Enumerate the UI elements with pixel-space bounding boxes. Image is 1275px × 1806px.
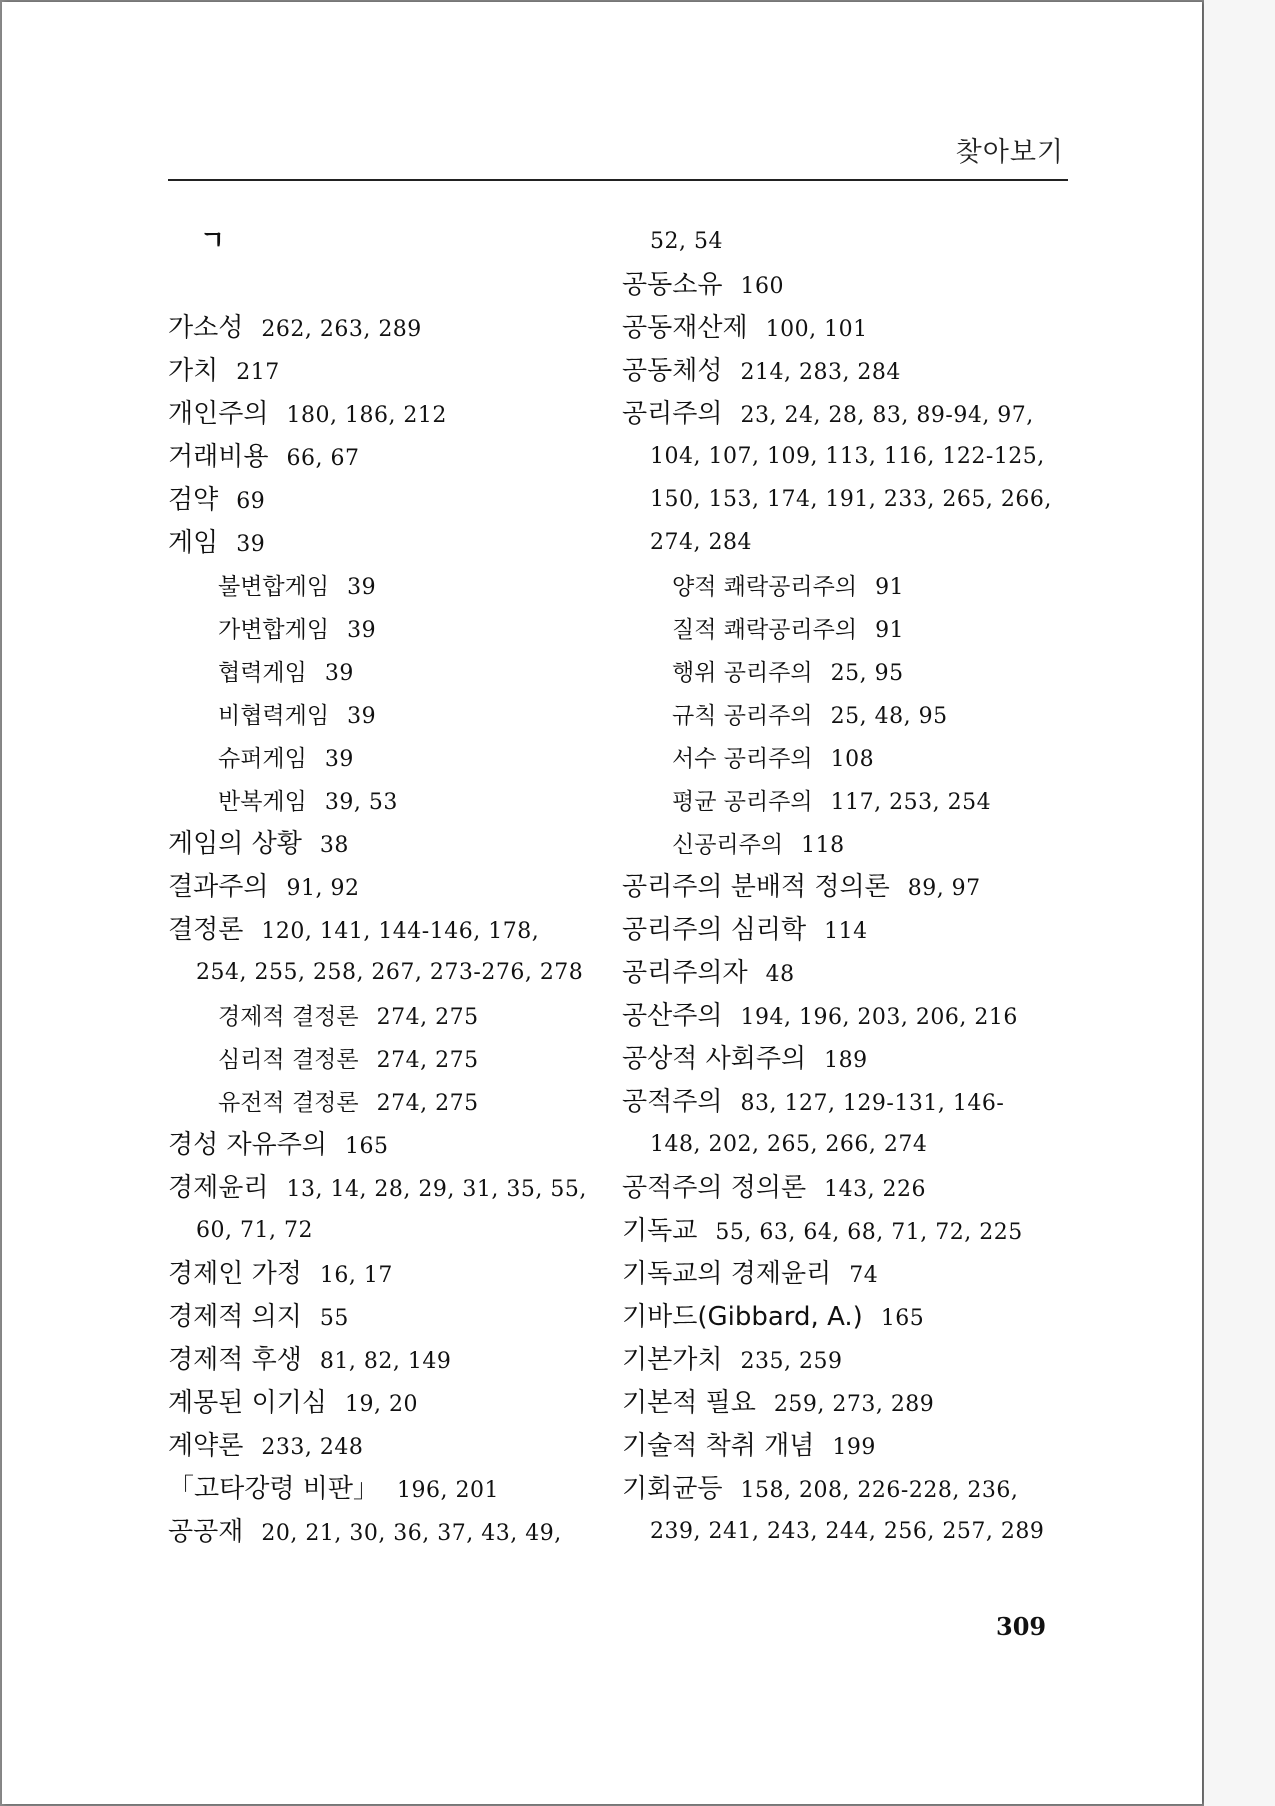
index-term: 경제인 가정 [168, 1259, 302, 1289]
index-entry [622, 349, 1072, 392]
index-term: 서수 공리주의 [672, 746, 813, 772]
index-pages: 233, 248 [261, 1435, 364, 1460]
index-term: 경제윤리 [168, 1173, 269, 1203]
index-term: 기술적 착취 개념 [622, 1431, 815, 1461]
index-term: 공공재 [168, 1517, 244, 1547]
index-entry [622, 865, 1072, 908]
index-subentry [622, 650, 1072, 693]
index-pages: 25, 48, 95 [830, 704, 948, 729]
index-term: 유전적 결정론 [218, 1090, 359, 1116]
index-term: 결과주의 [168, 872, 269, 902]
index-entry [622, 1080, 1072, 1123]
index-term: 공동소유 [622, 270, 723, 300]
index-pages: 274, 275 [376, 1048, 479, 1073]
index-pages: 120, 141, 144-146, 178, [261, 919, 540, 944]
index-entry [168, 521, 618, 564]
index-entry-continuation: 274, 284 [650, 530, 752, 555]
index-pages: 165 [344, 1134, 389, 1159]
index-pages: 274, 275 [376, 1005, 479, 1030]
index-term: 협력게임 [218, 660, 307, 686]
index-term: 공동체성 [622, 356, 723, 386]
index-pages: 235, 259 [740, 1349, 843, 1374]
index-entry-continuation: 239, 241, 243, 244, 256, 257, 289 [650, 1519, 1045, 1544]
index-entry [168, 392, 618, 435]
index-term: 심리적 결정론 [218, 1047, 359, 1073]
index-pages: 118 [801, 833, 845, 858]
index-entry [168, 435, 618, 478]
index-subentry [622, 693, 1072, 736]
index-pages: 217 [236, 360, 280, 385]
index-entry-continuation: 52, 54 [650, 229, 723, 254]
index-entry-continuation: 60, 71, 72 [196, 1218, 313, 1243]
index-term: 공리주의 [622, 399, 723, 429]
index-pages: 39, 53 [324, 790, 398, 815]
index-pages: 91, 92 [286, 876, 360, 901]
index-entry [168, 1424, 618, 1467]
index-pages: 39 [347, 704, 377, 729]
index-term: 불변합게임 [218, 574, 330, 600]
index-entry [622, 1338, 1072, 1381]
index-entry [622, 263, 1072, 306]
index-column-right [622, 220, 1072, 1553]
index-pages: 158, 208, 226-228, 236, [740, 1478, 1019, 1503]
index-pages: 274, 275 [376, 1091, 479, 1116]
index-term: 공상적 사회주의 [622, 1044, 807, 1074]
index-pages: 66, 67 [286, 446, 360, 471]
index-term: 기본적 필요 [622, 1388, 756, 1418]
index-term: 경제적 의지 [168, 1302, 302, 1332]
index-term: 게임의 상황 [168, 829, 302, 859]
index-entry-continuation: 148, 202, 265, 266, 274 [650, 1132, 928, 1157]
index-entry [168, 349, 618, 392]
index-subentry [168, 1037, 618, 1080]
index-entry [622, 1381, 1072, 1424]
index-subentry [622, 822, 1072, 865]
index-term: 경제적 결정론 [218, 1004, 359, 1030]
index-pages: 39 [347, 575, 377, 600]
index-pages: 91 [875, 618, 905, 643]
index-term: 비협력게임 [218, 703, 330, 729]
index-term: 경제적 후생 [168, 1345, 302, 1375]
viewer-background [1204, 0, 1275, 1806]
index-term: 기독교의 경제윤리 [622, 1259, 832, 1289]
index-pages: 214, 283, 284 [740, 360, 901, 385]
index-subentry [168, 736, 618, 779]
index-term: 가변합게임 [218, 617, 330, 643]
index-pages: 83, 127, 129-131, 146- [740, 1091, 1005, 1116]
running-header-title: 찾아보기 [955, 137, 1064, 168]
index-pages: 13, 14, 28, 29, 31, 35, 55, [286, 1177, 587, 1202]
header-rule [168, 179, 1068, 181]
index-term: 공리주의 심리학 [622, 915, 807, 945]
index-pages: 91 [875, 575, 905, 600]
index-pages: 180, 186, 212 [286, 403, 447, 428]
index-pages: 39 [324, 747, 354, 772]
index-term: 가소성 [168, 313, 244, 343]
index-entry [622, 1295, 1072, 1338]
index-pages: 55 [319, 1306, 349, 1331]
index-pages: 81, 82, 149 [319, 1349, 452, 1374]
index-entry [168, 1510, 618, 1553]
index-term: 「고타강령 비판」 [168, 1474, 379, 1504]
index-pages: 48 [765, 962, 795, 987]
index-term: 행위 공리주의 [672, 660, 813, 686]
index-term: 공동재산제 [622, 313, 748, 343]
index-column-left [168, 220, 618, 1553]
index-entry [622, 951, 1072, 994]
index-entry [168, 1338, 618, 1381]
index-entry [168, 1295, 618, 1338]
index-term: 공리주의자 [622, 958, 748, 988]
index-term: 계약론 [168, 1431, 244, 1461]
index-subentry [168, 564, 618, 607]
index-term: 신공리주의 [672, 832, 784, 858]
page-number: 309 [996, 1612, 1047, 1641]
index-subentry [168, 693, 618, 736]
index-pages: 194, 196, 203, 206, 216 [740, 1005, 1018, 1030]
index-pages: 74 [849, 1263, 879, 1288]
index-entry [622, 306, 1072, 349]
index-pages: 69 [236, 489, 266, 514]
index-entry [622, 392, 1072, 435]
index-pages: 25, 95 [830, 661, 904, 686]
index-entry [168, 1123, 618, 1166]
index-term: 공적주의 [622, 1087, 723, 1117]
index-term: 질적 쾌락공리주의 [672, 617, 858, 643]
index-pages: 55, 63, 64, 68, 71, 72, 225 [715, 1220, 1023, 1245]
index-term: 반복게임 [218, 789, 307, 815]
index-term: 거래비용 [168, 442, 269, 472]
index-entry [622, 994, 1072, 1037]
index-pages: 89, 97 [907, 876, 981, 901]
index-pages: 19, 20 [344, 1392, 418, 1417]
index-pages: 39 [347, 618, 377, 643]
index-pages: 165 [880, 1306, 925, 1331]
index-entry [622, 1166, 1072, 1209]
index-term: 양적 쾌락공리주의 [672, 574, 858, 600]
index-entry [622, 1424, 1072, 1467]
index-subentry [168, 779, 618, 822]
index-pages: 262, 263, 289 [261, 317, 422, 342]
index-term: 기바드(Gibbard, A.) [622, 1302, 863, 1332]
index-entry [168, 1467, 618, 1510]
index-pages: 23, 24, 28, 83, 89-94, 97, [740, 403, 1034, 428]
index-term: 평균 공리주의 [672, 789, 813, 815]
index-pages: 38 [319, 833, 349, 858]
index-pages: 108 [830, 747, 875, 772]
index-subentry [622, 607, 1072, 650]
index-subentry [168, 994, 618, 1037]
index-subentry [622, 779, 1072, 822]
index-pages: 143, 226 [824, 1177, 927, 1202]
index-term: 규칙 공리주의 [672, 703, 813, 729]
index-entry [168, 478, 618, 521]
index-pages: 100, 101 [765, 317, 868, 342]
index-entry [168, 822, 618, 865]
index-term: 개인주의 [168, 399, 269, 429]
index-entry [168, 306, 618, 349]
index-entry [168, 1381, 618, 1424]
index-term: 기회균등 [622, 1474, 723, 1504]
index-entry [622, 1252, 1072, 1295]
index-term: 경성 자유주의 [168, 1130, 327, 1160]
section-letter: ㄱ [200, 226, 226, 256]
index-subentry [168, 607, 618, 650]
index-term: 게임 [168, 528, 219, 558]
index-pages: 160 [740, 274, 784, 299]
index-pages: 39 [236, 532, 266, 557]
index-subentry [622, 564, 1072, 607]
index-pages: 20, 21, 30, 36, 37, 43, 49, [261, 1521, 562, 1546]
index-entry [622, 1467, 1072, 1510]
index-entry [168, 865, 618, 908]
index-pages: 117, 253, 254 [830, 790, 992, 815]
index-term: 공리주의 분배적 정의론 [622, 872, 890, 902]
index-pages: 114 [824, 919, 868, 944]
index-subentry [168, 1080, 618, 1123]
index-pages: 39 [324, 661, 354, 686]
index-term: 결정론 [168, 915, 244, 945]
index-term: 슈퍼게임 [218, 746, 307, 772]
index-entry [168, 908, 618, 951]
index-term: 공적주의 정의론 [622, 1173, 807, 1203]
index-entry-continuation: 254, 255, 258, 267, 273-276, 278 [196, 960, 584, 985]
index-pages: 196, 201 [396, 1478, 499, 1503]
index-pages: 259, 273, 289 [773, 1392, 935, 1417]
index-pages: 189 [824, 1048, 868, 1073]
index-entry [622, 908, 1072, 951]
index-pages: 16, 17 [319, 1263, 393, 1288]
index-term: 기본가치 [622, 1345, 723, 1375]
index-entry-continuation: 104, 107, 109, 113, 116, 122-125, [650, 444, 1045, 469]
index-term: 공산주의 [622, 1001, 723, 1031]
index-entry-continuation: 150, 153, 174, 191, 233, 265, 266, [650, 487, 1052, 512]
index-pages: 199 [832, 1435, 876, 1460]
index-subentry [168, 650, 618, 693]
index-entry [622, 1209, 1072, 1252]
index-term: 계몽된 이기심 [168, 1388, 327, 1418]
index-entry [168, 1252, 618, 1295]
index-term: 가치 [168, 356, 219, 386]
book-page [2, 2, 1202, 1804]
index-subentry [622, 736, 1072, 779]
index-entry [622, 1037, 1072, 1080]
index-term: 검약 [168, 485, 219, 515]
index-term: 기독교 [622, 1216, 698, 1246]
index-entry [168, 1166, 618, 1209]
